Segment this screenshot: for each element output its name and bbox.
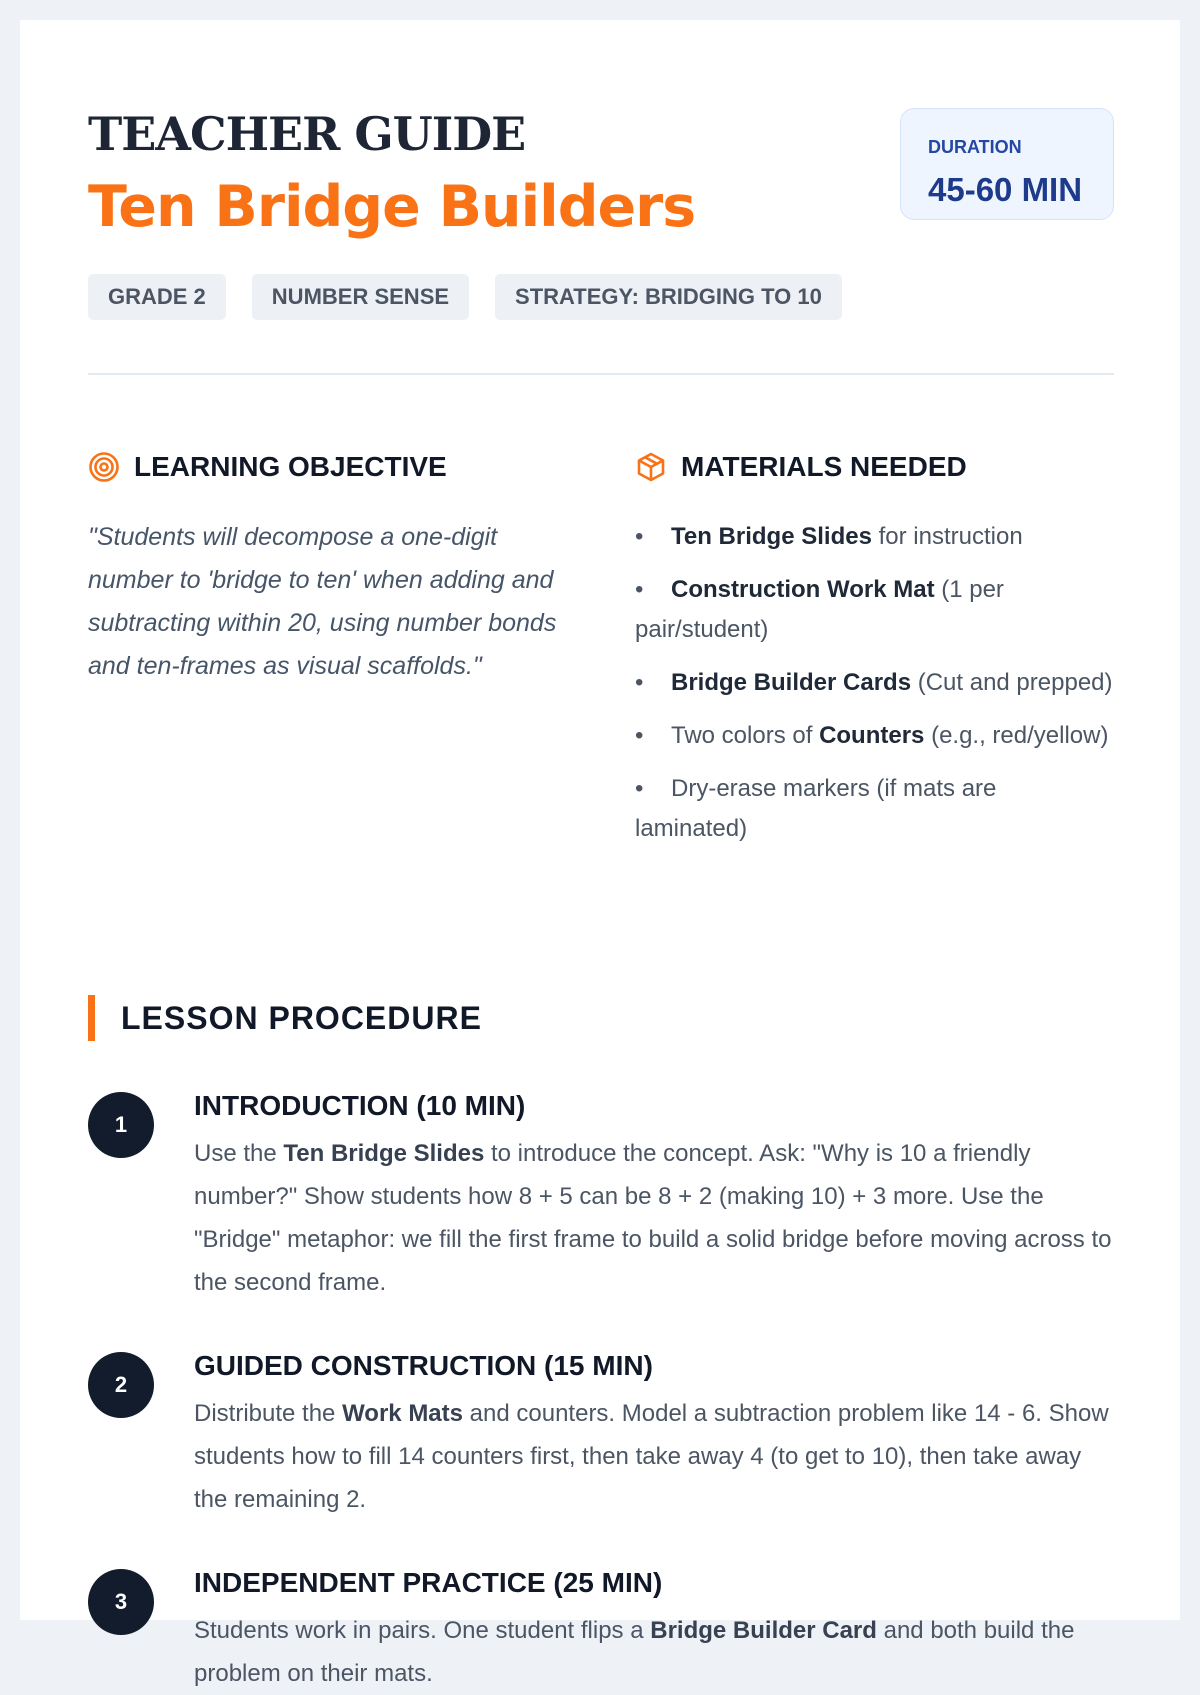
step-number-badge: 2: [88, 1352, 154, 1418]
bullet: •: [635, 523, 644, 550]
list-item: • Ten Bridge Slides for instruction: [635, 517, 1115, 557]
target-icon: [88, 451, 120, 483]
duration-value: 45-60 MIN: [928, 171, 1083, 208]
objective-title: LEARNING OBJECTIVE: [134, 451, 447, 482]
procedure-title: LESSON PROCEDURE: [121, 1000, 482, 1036]
step-text: Use the Ten Bridge Slides to introduce the concept. Ask: "Why is 10 a friendly number?" Show students how 8 + 5 can be 8 + 2 (making 10) + 3 more. Use the "Bridge" metaphor: we fill the first frame to build a solid bridge before moving across to the second frame.: [194, 1140, 1112, 1296]
procedure-header: [88, 995, 1114, 1041]
bullet: •: [635, 576, 644, 603]
step-text: Distribute the Work Mats and counters. Model a subtraction problem like 14 - 6. Show students how to fill 14 counters first, then take away 4 (to get to 10), then take away the remaining 2.: [194, 1400, 1109, 1513]
lesson-procedure-section: [88, 995, 1114, 1687]
list-item: • Construction Work Mat (1 per pair/student): [635, 570, 1115, 650]
learning-objective-section: [88, 450, 588, 688]
box-icon: [635, 451, 667, 483]
bullet: •: [635, 669, 644, 696]
objective-header: [88, 450, 588, 484]
tag-grade: GRADE 2: [88, 274, 226, 320]
section-accent-bar: [88, 995, 95, 1041]
duration-box: [900, 108, 1114, 220]
header-divider: [88, 373, 1114, 375]
step-title: INDEPENDENT PRACTICE (25 MIN): [194, 1567, 663, 1598]
materials-title: MATERIALS NEEDED: [681, 451, 967, 482]
guide-header: [88, 108, 1114, 240]
step-text: Students work in pairs. One student flips a Bridge Builder Card and both build the problem on their mats.: [194, 1617, 1075, 1687]
duration-label: DURATION: [928, 137, 1022, 157]
bullet: •: [635, 722, 644, 749]
step-number-badge: 3: [88, 1569, 154, 1635]
materials-list: [635, 517, 1115, 849]
step-title: GUIDED CONSTRUCTION (15 MIN): [194, 1350, 653, 1381]
list-item: • Two colors of Counters (e.g., red/yellow): [635, 716, 1115, 756]
bullet: •: [635, 775, 644, 802]
tag-topic: NUMBER SENSE: [252, 274, 469, 320]
step-body: [194, 1566, 1114, 1695]
lesson-title: Ten Bridge Builders: [88, 174, 696, 240]
materials-section: [635, 450, 1115, 862]
guide-page: [20, 20, 1180, 1687]
list-item: • Dry-erase markers (if mats are laminated): [635, 769, 1115, 849]
step-title: INTRODUCTION (10 MIN): [194, 1090, 526, 1121]
step-body: [194, 1089, 1114, 1304]
materials-header: [635, 450, 1115, 484]
objective-text: "Students will decompose a one-digit number to 'bridge to ten' when adding and subtracting within 20, using number bonds and ten-frames as visual scaffolds.": [88, 523, 557, 680]
step-body: [194, 1349, 1114, 1521]
guide-eyebrow: TEACHER GUIDE: [88, 107, 526, 161]
tag-strategy: STRATEGY: BRIDGING TO 10: [495, 274, 842, 320]
step-number-badge: 1: [88, 1092, 154, 1158]
tag-list: [88, 274, 842, 320]
list-item: • Bridge Builder Cards (Cut and prepped): [635, 663, 1115, 703]
